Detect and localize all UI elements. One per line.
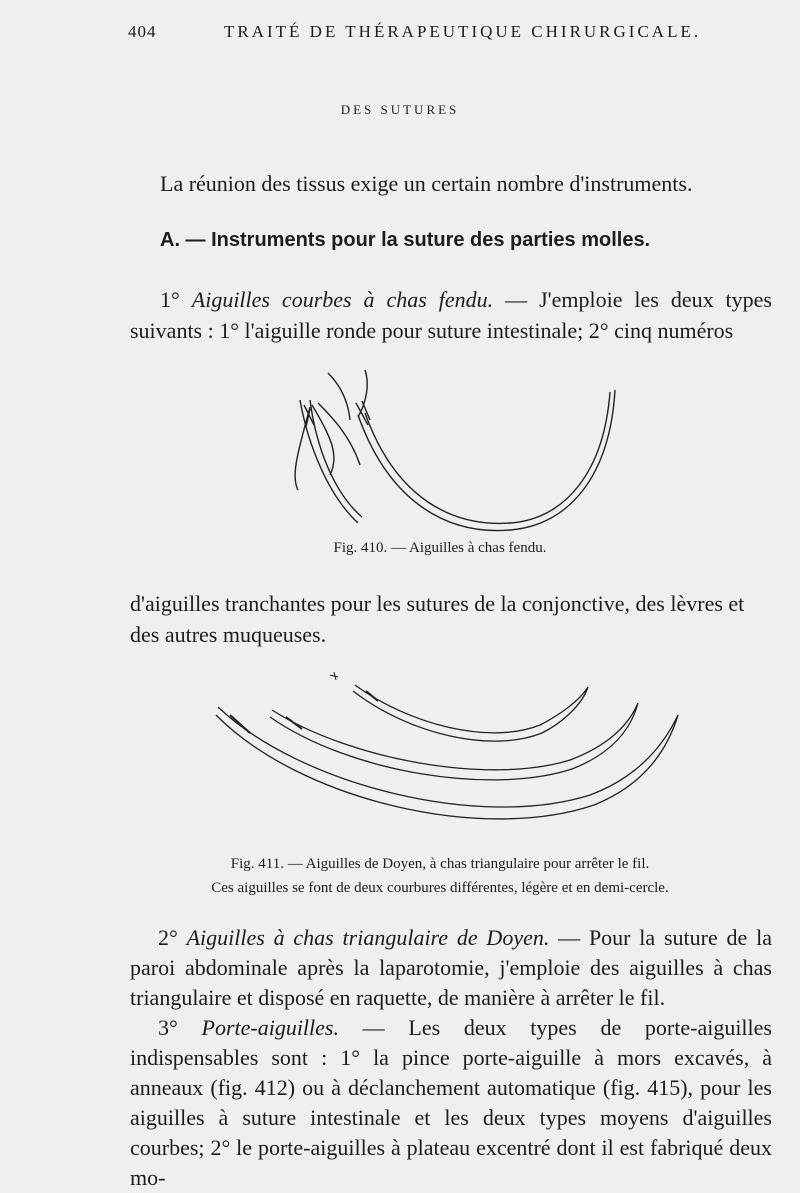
paragraph-curved-needles	[130, 284, 772, 346]
para3-lead: 2°	[158, 925, 187, 950]
para1-lead: 1°	[160, 287, 192, 312]
thread	[295, 403, 360, 490]
body-text-bottom	[130, 923, 772, 1193]
para1-italic: Aiguilles courbes à chas fendu.	[191, 287, 494, 312]
figure-410-illustration	[270, 365, 630, 540]
intro-paragraph: La réunion des tissus exige un certain nombre d'instruments.	[160, 171, 693, 196]
figure-410-text: — Aiguilles à chas fendu.	[387, 540, 547, 556]
figure-411-caption-line1	[40, 852, 800, 876]
figure-411-illustration	[210, 665, 690, 845]
para1-text: — J'emploie les deux types suivants : 1° l'aiguille ronde pour suture intestinale; 2° cinq numéros	[130, 287, 772, 343]
para3-text: — Pour la suture de la paroi abdominale après la laparotomie, j'emploie des aiguilles à chas triangulaire et disposé en raquette, de manière à arrêter le fil.	[130, 925, 772, 1010]
running-title: TRAITÉ DE THÉRAPEUTIQUE CHIRURGICALE.	[224, 22, 702, 41]
para4-lead: 3°	[158, 1015, 202, 1040]
paragraph-cutting-needles: d'aiguilles tranchantes pour les sutures de la conjonctive, des lèvres et des autres muqueuses.	[130, 591, 745, 647]
figure-410-label: Fig. 410.	[333, 540, 388, 556]
figure-411-text: — Aiguilles de Doyen, à chas triangulaire pour arrêter le fil.	[283, 856, 650, 872]
paragraph-needle-holders	[130, 1013, 772, 1193]
large-curved-needle	[358, 390, 615, 531]
subsection-heading: A. — Instruments pour la suture des parties molles.	[160, 229, 651, 251]
section-title: DES SUTURES	[340, 102, 460, 117]
figure-410-caption	[40, 540, 800, 557]
para4-italic: Porte-aiguilles.	[201, 1015, 339, 1040]
page-number: 404	[128, 22, 157, 41]
figure-411-label: Fig. 411.	[230, 856, 284, 872]
paragraph-doyen-needles	[130, 923, 772, 1013]
figure-411-caption	[40, 852, 800, 900]
para4-text: — Les deux types de porte-aiguilles indispensables sont : 1° la pince porte-aiguille à mors excavés, à anneaux (fig. 412) ou à déclanchement automatique (fig. 415), pour les aiguilles à suture intestinale et les deux types moyens d'aiguilles courbes; 2° le porte-aiguilles à plateau excentré dont il est fabriqué deux mo-	[130, 1015, 772, 1190]
doyen-needle-large	[218, 707, 678, 807]
doyen-needle-small	[355, 685, 588, 733]
figure-411-caption-line2: Ces aiguilles se font de deux courbures différentes, légère et en demi-cercle.	[211, 880, 669, 896]
para3-italic: Aiguilles à chas triangulaire de Doyen.	[186, 925, 550, 950]
